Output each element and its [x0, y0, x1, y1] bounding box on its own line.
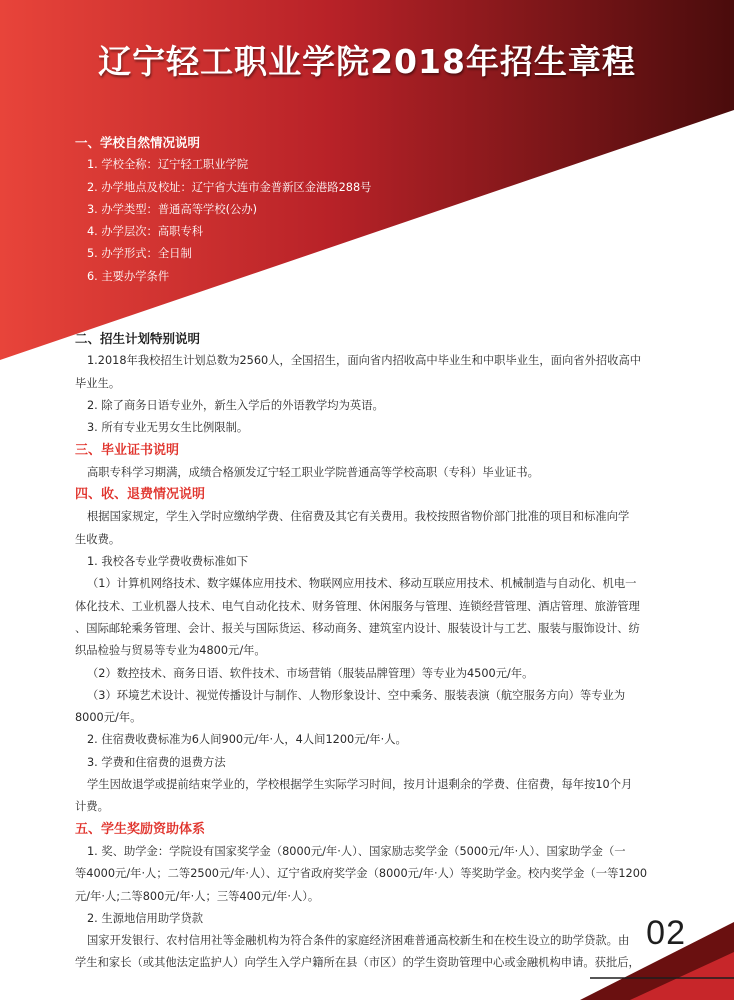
list-item: 3. 办学类型：普通高等学校(公办) — [87, 202, 258, 216]
paragraph: 等4000元/年·人；二等2500元/年·人）、辽宁省政府奖学金（8000元/年·人）等奖助学金。校内奖学金（一等1200 — [75, 867, 648, 881]
list-item: 4. 办学层次：高职专科 — [87, 225, 204, 239]
paragraph: 1. 我校各专业学费收费标准如下 — [87, 555, 249, 569]
document-body — [75, 132, 675, 975]
paragraph: 织品检验与贸易等专业为4800元/年。 — [75, 644, 266, 658]
list-item: 1. 学校全称：辽宁轻工职业学院 — [87, 158, 249, 172]
paragraph: 3. 学费和住宿费的退费方法 — [87, 755, 226, 769]
paragraph: 体化技术、工业机器人技术、电气自动化技术、财务管理、休闲服务与管理、连锁经营管理、酒店管理、旅游管理 — [75, 599, 640, 613]
paragraph: 1.2018年我校招生计划总数为2560人，全国招生，面向省内招收高中毕业生和中职毕业生，面向省外招收高中 — [87, 354, 642, 368]
paragraph: 3. 所有专业无男女生比例限制。 — [87, 421, 249, 435]
list-item: 2. 办学地点及校址：辽宁省大连市金普新区金港路288号 — [87, 180, 372, 194]
section-heading: 三、毕业证书说明 — [75, 442, 180, 458]
paragraph: 生收费。 — [75, 532, 121, 546]
section-certificate — [75, 440, 675, 485]
paragraph: 根据国家规定，学生入学时应缴纳学费、住宿费及其它有关费用。我校按照省物价部门批准的项目和标准向学 — [87, 510, 630, 524]
section-school-info — [75, 132, 675, 288]
paragraph: （1）计算机网络技术、数字媒体应用技术、物联网应用技术、移动互联应用技术、机械制造与自动化、机电一 — [87, 577, 637, 591]
paragraph: 学生和家长（或其他法定监护人）向学生入学户籍所在县（市区）的学生资助管理中心或金融机构申请。获批后， — [75, 956, 640, 970]
paragraph: 高职专科学习期满，成绩合格颁发辽宁轻工职业学院普通高等学校高职（专科）毕业证书。 — [87, 465, 539, 479]
section-heading: 五、学生奖励资助体系 — [75, 821, 206, 837]
paragraph: 1. 奖、助学金：学院设有国家奖学金（8000元/年·人）、国家励志奖学金（5000元/年·人）、国家助学金（一 — [87, 844, 626, 858]
page-number: 02 — [646, 914, 686, 952]
paragraph: 学生因故退学或提前结束学业的，学校根据学生实际学习时间，按月计退剩余的学费、住宿费，每年按10个月 — [87, 778, 633, 792]
paragraph: （2）数控技术、商务日语、软件技术、市场营销（服装品牌管理）等专业为4500元/年。 — [87, 666, 534, 680]
paragraph: 毕业生。 — [75, 376, 121, 390]
paragraph: 计费。 — [75, 800, 109, 814]
paragraph: 国家开发银行、农村信用社等金融机构为符合条件的家庭经济困难普通高校新生和在校生设立的助学贷款。由 — [87, 934, 630, 948]
paragraph: 8000元/年。 — [75, 711, 142, 725]
section-heading: 一、学校自然情况说明 — [75, 135, 201, 150]
page-title: 辽宁轻工职业学院2018年招生章程 — [98, 42, 636, 81]
paragraph: 元/年·人;二等800元/年·人；三等400元/年·人）。 — [75, 889, 320, 903]
list-item: 5. 办学形式：全日制 — [87, 247, 192, 261]
section-enrollment-plan — [75, 328, 675, 439]
paragraph: 2. 住宿费收费标准为6人间900元/年·人，4人间1200元/年·人。 — [87, 733, 407, 747]
paragraph: （3）环境艺术设计、视觉传播设计与制作、人物形象设计、空中乘务、服装表演（航空服务方向）等专业为 — [87, 688, 626, 702]
paragraph: 、国际邮轮乘务管理、会计、报关与国际货运、移动商务、建筑室内设计、服装设计与工艺、服装与服饰设计、纺 — [75, 621, 640, 635]
section-heading: 四、收、退费情况说明 — [75, 487, 206, 503]
paragraph: 2. 生源地信用助学贷款 — [87, 911, 204, 925]
list-item: 6. 主要办学条件 — [87, 269, 170, 283]
paragraph: 2. 除了商务日语专业外，新生入学后的外语教学均为英语。 — [87, 398, 384, 412]
section-fees — [75, 484, 675, 818]
section-heading: 二、招生计划特别说明 — [75, 331, 201, 347]
